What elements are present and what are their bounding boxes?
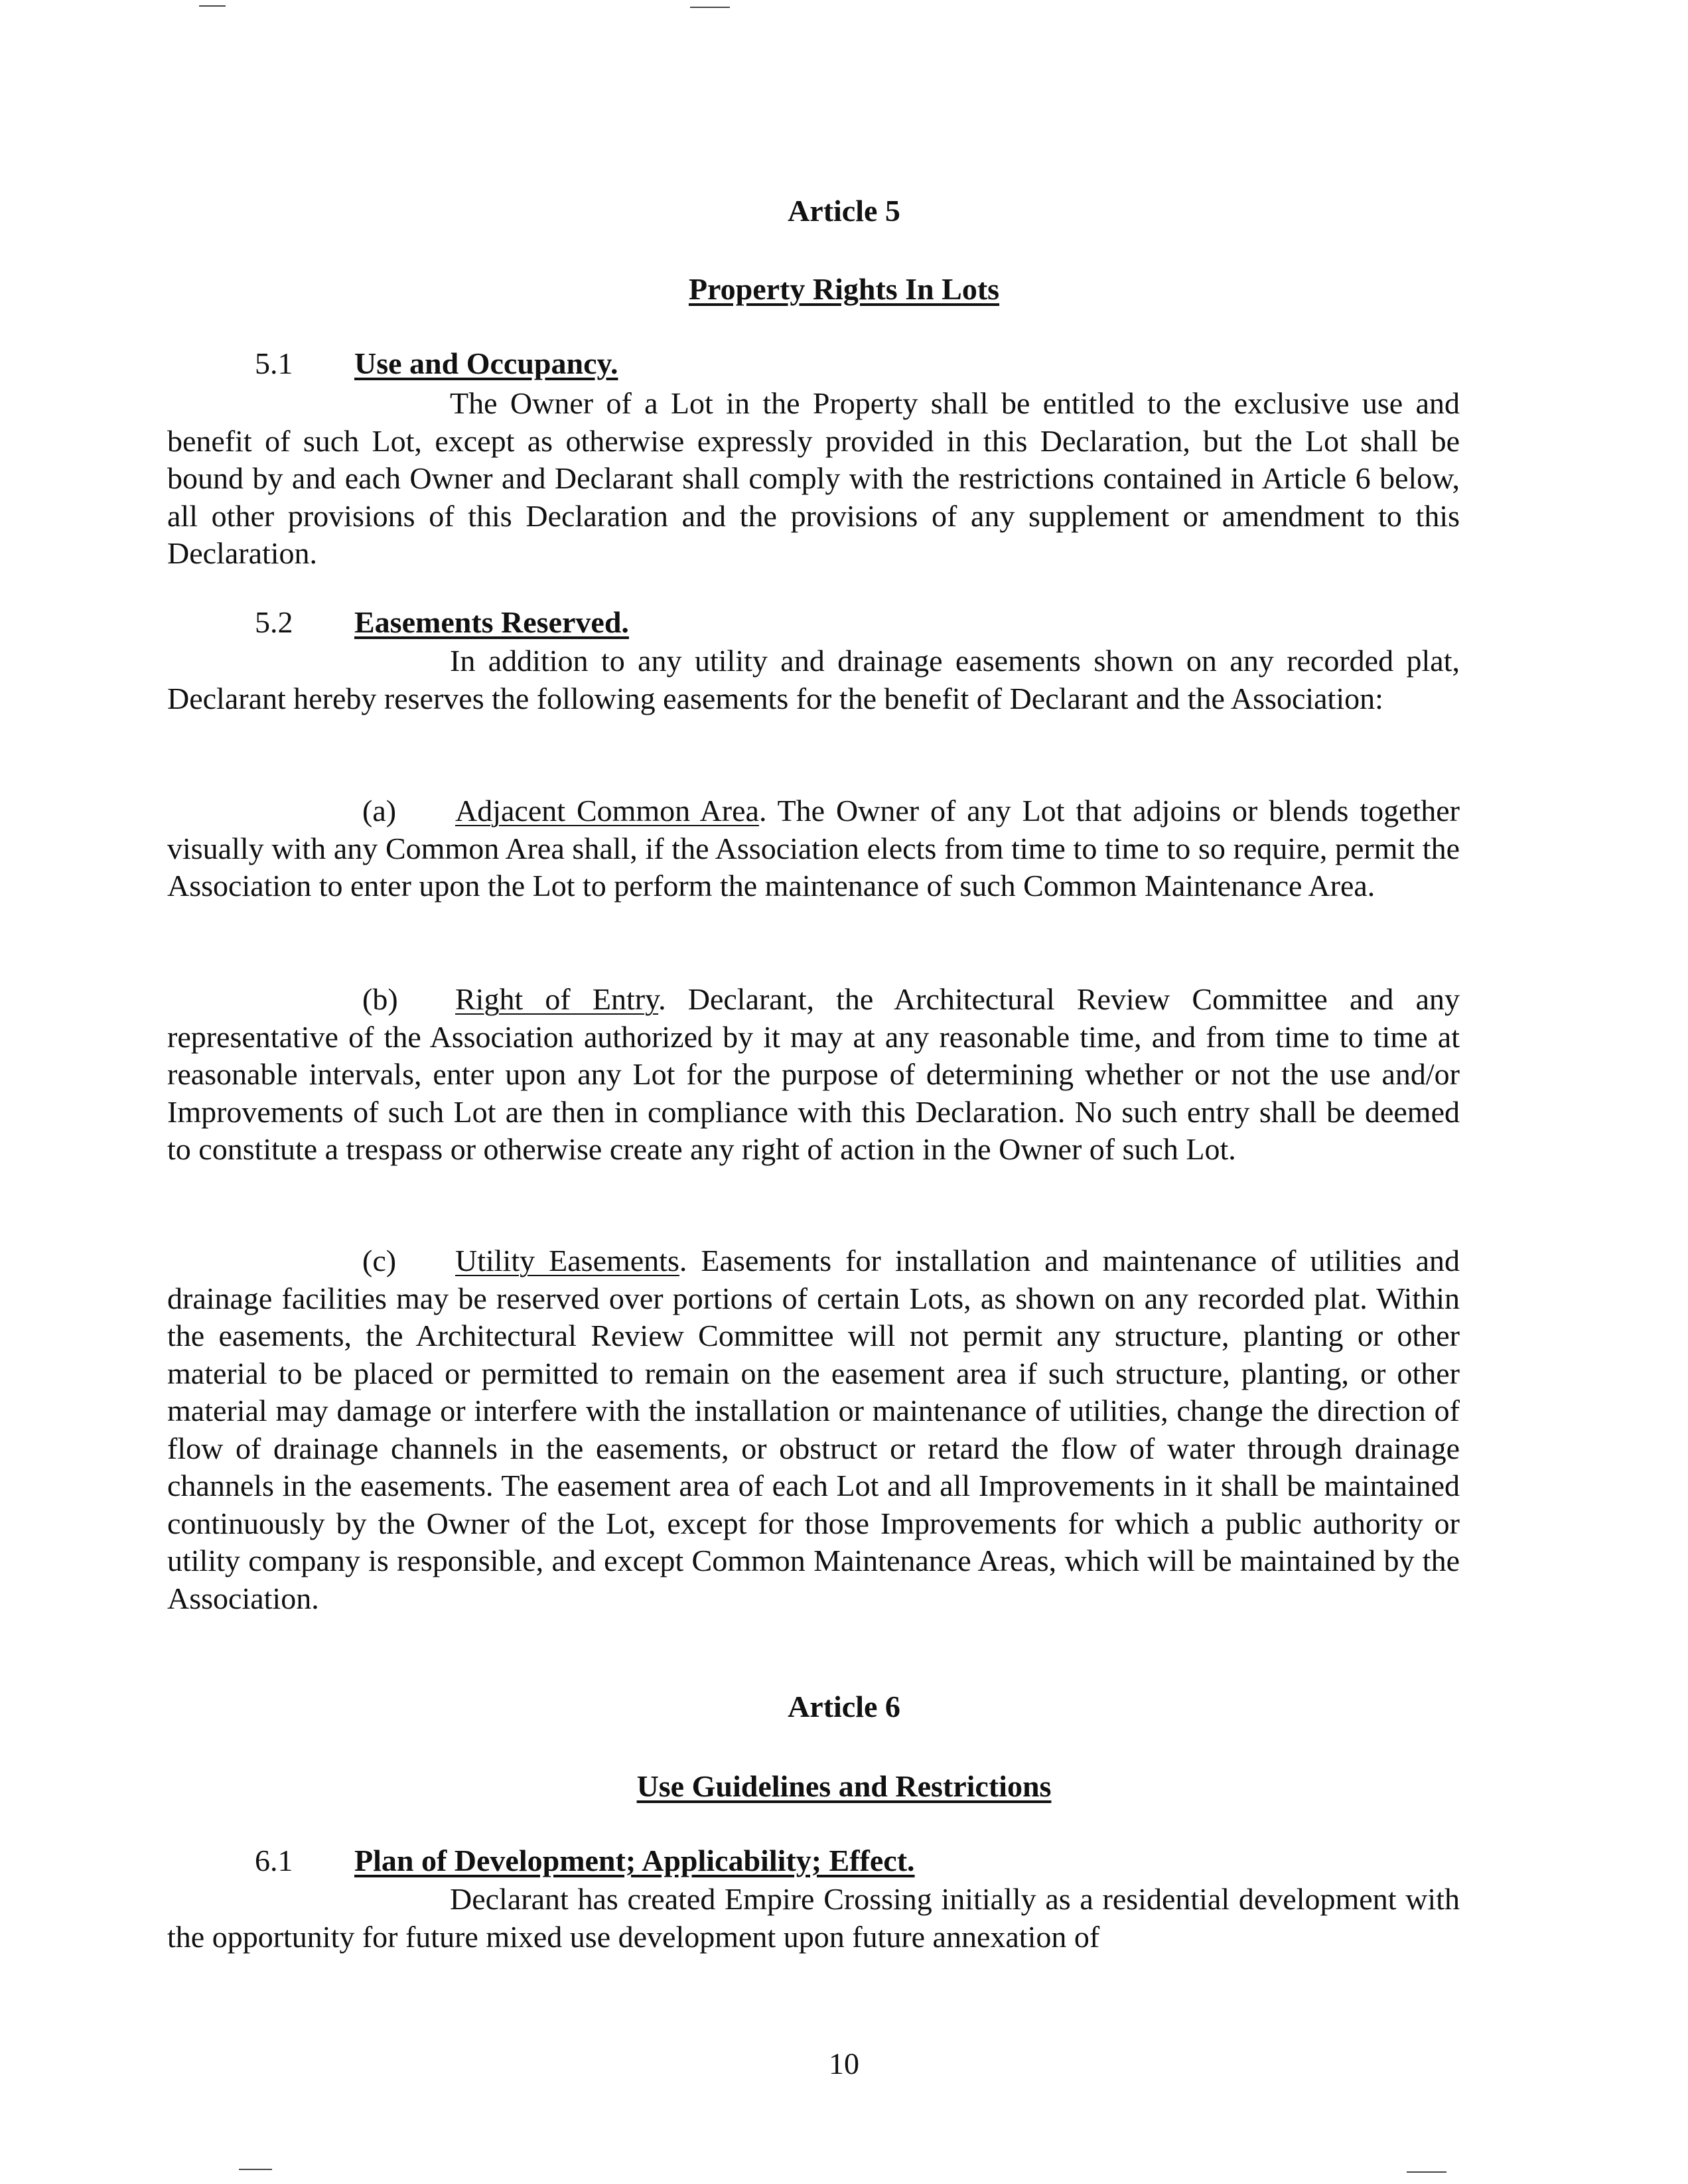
subsection-label: (a) <box>362 794 397 828</box>
subsection-title: Utility Easements <box>455 1244 679 1277</box>
subsection-c <box>167 1242 1460 1617</box>
subsection-b <box>167 981 1460 1169</box>
section-5-2-heading <box>255 604 629 641</box>
section-5-2-body: In addition to any utility and drainage easements shown on any recorded plat, Declarant hereby reserves the following easements for the benefit of Declarant and the Association: <box>167 644 1460 715</box>
section-6-1-heading <box>255 1842 915 1879</box>
subsection-a <box>167 792 1460 905</box>
scan-mark-top <box>690 7 730 8</box>
subsection-text: . The Owner of any Lot that adjoins or blends together visually with any Common Area shall, if the Association elects from time to time to so require, permit the Association to enter upon the Lot to perform the maintenance of such Common Maintenance Area. <box>167 794 1460 903</box>
subsection-text: . Easements for installation and maintenance of utilities and drainage facilities may be reserved over portions of certain Lots, as shown on any recorded plat. Within the easements, the Architectural Review Committee will not permit any structure, planting or other material to be placed or permitted to remain on the easement area if such structure, planting, or other material may damage or interfere with the installation or maintenance of utilities, change the direction of flow of drainage channels in the easements, or obstruct or retard the flow of water through drainage channels in the easements. The easement area of each Lot and all Improvements in it shall be maintained continuously by the Owner of the Lot, except for those Improvements for which a public authority or utility company is responsible, and except Common Maintenance Areas, which will be maintained by the Association. <box>167 1244 1460 1615</box>
section-5-1-heading <box>255 345 618 382</box>
article-6-subheading-text: Use Guidelines and Restrictions <box>636 1769 1052 1803</box>
scan-mark-bottom <box>239 2169 272 2170</box>
article-5-heading: Article 5 <box>788 194 900 228</box>
subsection-title: Right of Entry <box>455 982 659 1016</box>
section-6-1-body: Declarant has created Empire Crossing initially as a residential development with the opportunity for future mixed use development upon future annexation of <box>167 1882 1460 1954</box>
section-title: Plan of Development; Applicability; Effect. <box>354 1844 915 1877</box>
section-title: Easements Reserved. <box>354 605 629 639</box>
section-number: 5.2 <box>255 605 293 639</box>
scan-mark-top <box>199 5 226 7</box>
article-5-subheading <box>0 271 1688 308</box>
subsection-title: Adjacent Common Area <box>455 794 759 828</box>
page-number: 10 <box>829 2047 859 2080</box>
subsection-text: . Declarant, the Architectural Review Committee and any representative of the Association authorized by it may at any reasonable time, and from time to time at reasonable intervals, enter upon any Lot for the purpose of determining whether or not the use and/or Improvements of such Lot are then in compliance with this Declaration. No such entry shall be deemed to constitute a trespass or otherwise create any right of action in the Owner of such Lot. <box>167 982 1460 1166</box>
section-number: 6.1 <box>255 1844 293 1877</box>
article-5-subheading-text: Property Rights In Lots <box>688 272 1000 306</box>
section-5-1-body: The Owner of a Lot in the Property shall be entitled to the exclusive use and benefit of such Lot, except as otherwise expressly provided in this Declaration, but the Lot shall be bound by and each Owner and Declarant shall comply with the restrictions contained in Article 6 below, all other provisions of this Declaration and the provisions of any supplement or amendment to this Declaration. <box>167 386 1460 570</box>
article-6-heading: Article 6 <box>788 1690 900 1723</box>
section-title: Use and Occupancy. <box>354 346 618 380</box>
subsection-label: (b) <box>362 982 398 1016</box>
section-number: 5.1 <box>255 346 293 380</box>
scan-mark-bottom <box>1407 2171 1446 2173</box>
article-6-subheading <box>0 1768 1688 1805</box>
subsection-label: (c) <box>362 1244 397 1277</box>
